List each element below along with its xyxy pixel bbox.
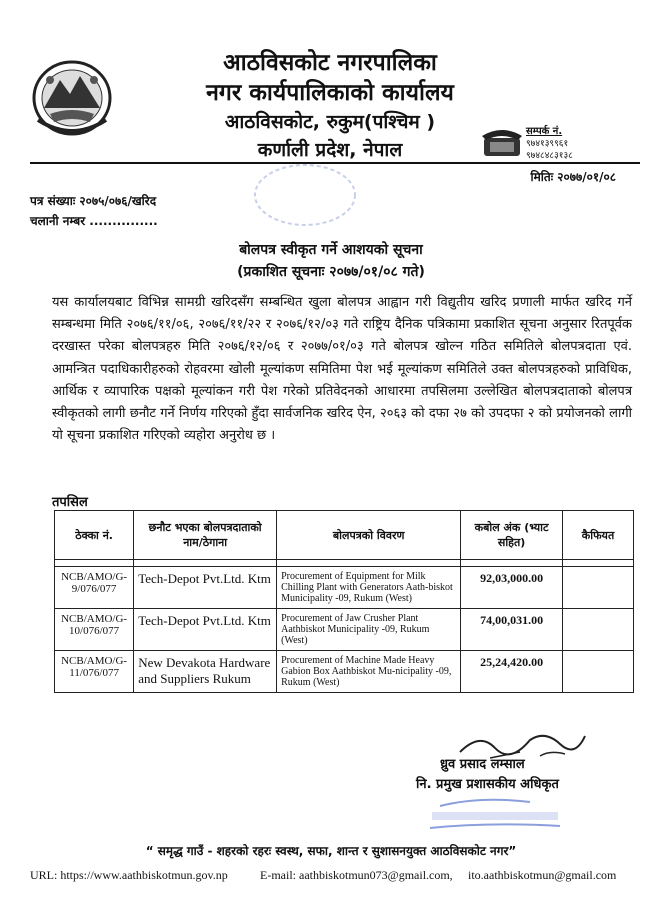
column-header: ठेक्का नं. <box>55 511 134 560</box>
letter-date: मितिः २०७७/०१/०८ <box>530 170 616 184</box>
bid-description: Procurement of Jaw Crusher Plant Aathbiskot Municipality -09, Rukum (West) <box>277 609 461 651</box>
signatory-name: ध्रुव प्रसाद लम्साल <box>440 757 525 772</box>
nepal-emblem-icon <box>30 58 114 138</box>
column-header: कैफियत <box>563 511 634 560</box>
table-caption: तपसिल <box>52 495 88 510</box>
email-address: E-mail: aathbiskotmun073@gmail.com, <box>260 868 453 882</box>
contact-block <box>526 126 573 162</box>
remarks <box>563 651 634 693</box>
contract-number: NCB/AMO/G-9/076/077 <box>55 567 134 609</box>
column-header: छनौट भएका बोलपत्रदाताको नाम/ठेगाना <box>134 511 277 560</box>
signatory-title: नि. प्रमुख प्रशासकीय अधिकृत <box>416 777 559 792</box>
bid-amount: 74,00,031.00 <box>461 609 563 651</box>
official-stamp <box>420 792 570 842</box>
notice-body: यस कार्यालयबाट विभिन्न सामग्री खरिदसँग सम्बन्धित खुला बोलपत्र आह्वान गरी विद्युतीय खरिद प्रणाली मार्फत खरिद गर्ने सम्बन्धमा मिति २०७६/११/०६, २०७६/११/२२ र २०७६/१२/०३ गते राष्ट्रिय दैनिक पत्रिकामा प्रकाशित सूचना अनुसार रितपूर्वक दरखास्त परेका बोलपत्रहरु मिति २०७६/१२/०६ र २०७७/०१/०३ गते बोलपत्र खोल्न गठित समितिले बोलपत्रदाता एवं. आमन्त्रित पदाधिकारीहरुको रोहवरमा खोली मूल्यांकण समितिमा पेश भई मूल्यांकण समितिले उक्त बोलपत्रहरुको प्राविधिक, आर्थिक र व्यापारिक पक्षको मूल्यांकन गरी पेश गरेको प्रतिवेदनको आधारमा तपसिलमा उल्लेखित बोलपत्रदाताको बोलपत्र स्वीकृतको लागी छनौट गर्ने निर्णय गरिएको हुँदा सार्वजनिक खरिद ऐन, २०६३ को दफा २७ को उपदफा २ को प्रयोजनको लागी यो सूचना प्रकाशित गरिएको व्यहोरा अनुरोध छ । <box>52 295 632 444</box>
office-address: आठविसकोट, रुकुम(पश्चिम ) <box>224 111 436 133</box>
website-url: URL: https://www.aathbiskotmun.gov.np <box>30 868 228 882</box>
bidder-name: Tech-Depot Pvt.Ltd. Ktm <box>134 609 277 651</box>
spacer-row <box>55 560 634 567</box>
bid-description: Procurement of Machine Made Heavy Gabion Box Aathbiskot Mu-nicipality -09, Rukum (West) <box>277 651 461 693</box>
municipality-slogan: “ समृद्ध गाउँ - शहरको रहरः स्वस्थ, सफा, शान्त र सुशासनयुक्त आठविसकोट नगर” <box>145 844 517 858</box>
contract-number: NCB/AMO/G-10/076/077 <box>55 609 134 651</box>
remarks <box>563 567 634 609</box>
dispatch-number: चलानी नम्बर ............... <box>30 214 158 228</box>
selected-bids-table <box>54 510 634 693</box>
phone-number: ९७४८४८३१३८ <box>526 151 573 161</box>
bidder-name: New Devakota Hardware and Suppliers Rukum <box>134 651 277 693</box>
phone-number: ९७४१३९९६१ <box>526 139 569 149</box>
bid-amount: 92,03,000.00 <box>461 567 563 609</box>
telephone-icon <box>480 124 524 158</box>
table-row <box>55 609 634 651</box>
bidder-name: Tech-Depot Pvt.Ltd. Ktm <box>134 567 277 609</box>
column-header: बोलपत्रको विवरण <box>277 511 461 560</box>
contact-label: सम्पर्क नं. <box>526 126 563 137</box>
office-header <box>120 48 540 164</box>
municipality-name: आठविसकोट नगरपालिका <box>223 50 437 76</box>
faint-seal-icon <box>250 160 360 230</box>
table-row <box>55 567 634 609</box>
bid-amount: 25,24,420.00 <box>461 651 563 693</box>
office-name: नगर कार्यपालिकाको कार्यालय <box>206 80 454 106</box>
province-name: कर्णाली प्रदेश, नेपाल <box>257 139 403 161</box>
notice-title: बोलपत्र स्वीकृत गर्ने आशयको सूचना <box>239 242 423 258</box>
table-header-row <box>55 511 634 560</box>
email-address-secondary: ito.aathbiskotmun@gmail.com <box>468 868 617 882</box>
column-header: कबोल अंक (भ्याट सहित) <box>461 511 563 560</box>
bid-description: Procurement of Equipment for Milk Chilling Plant with Generators Aath-biskot Municipality -09, Rukum (West) <box>277 567 461 609</box>
contract-number: NCB/AMO/G-11/076/077 <box>55 651 134 693</box>
notice-subtitle: (प्रकाशित सूचनाः २०७७/०१/०८ गते) <box>237 264 425 280</box>
table-row <box>55 651 634 693</box>
remarks <box>563 609 634 651</box>
letter-reference: पत्र संख्याः २०७५/०७६/खरिद <box>30 194 157 208</box>
